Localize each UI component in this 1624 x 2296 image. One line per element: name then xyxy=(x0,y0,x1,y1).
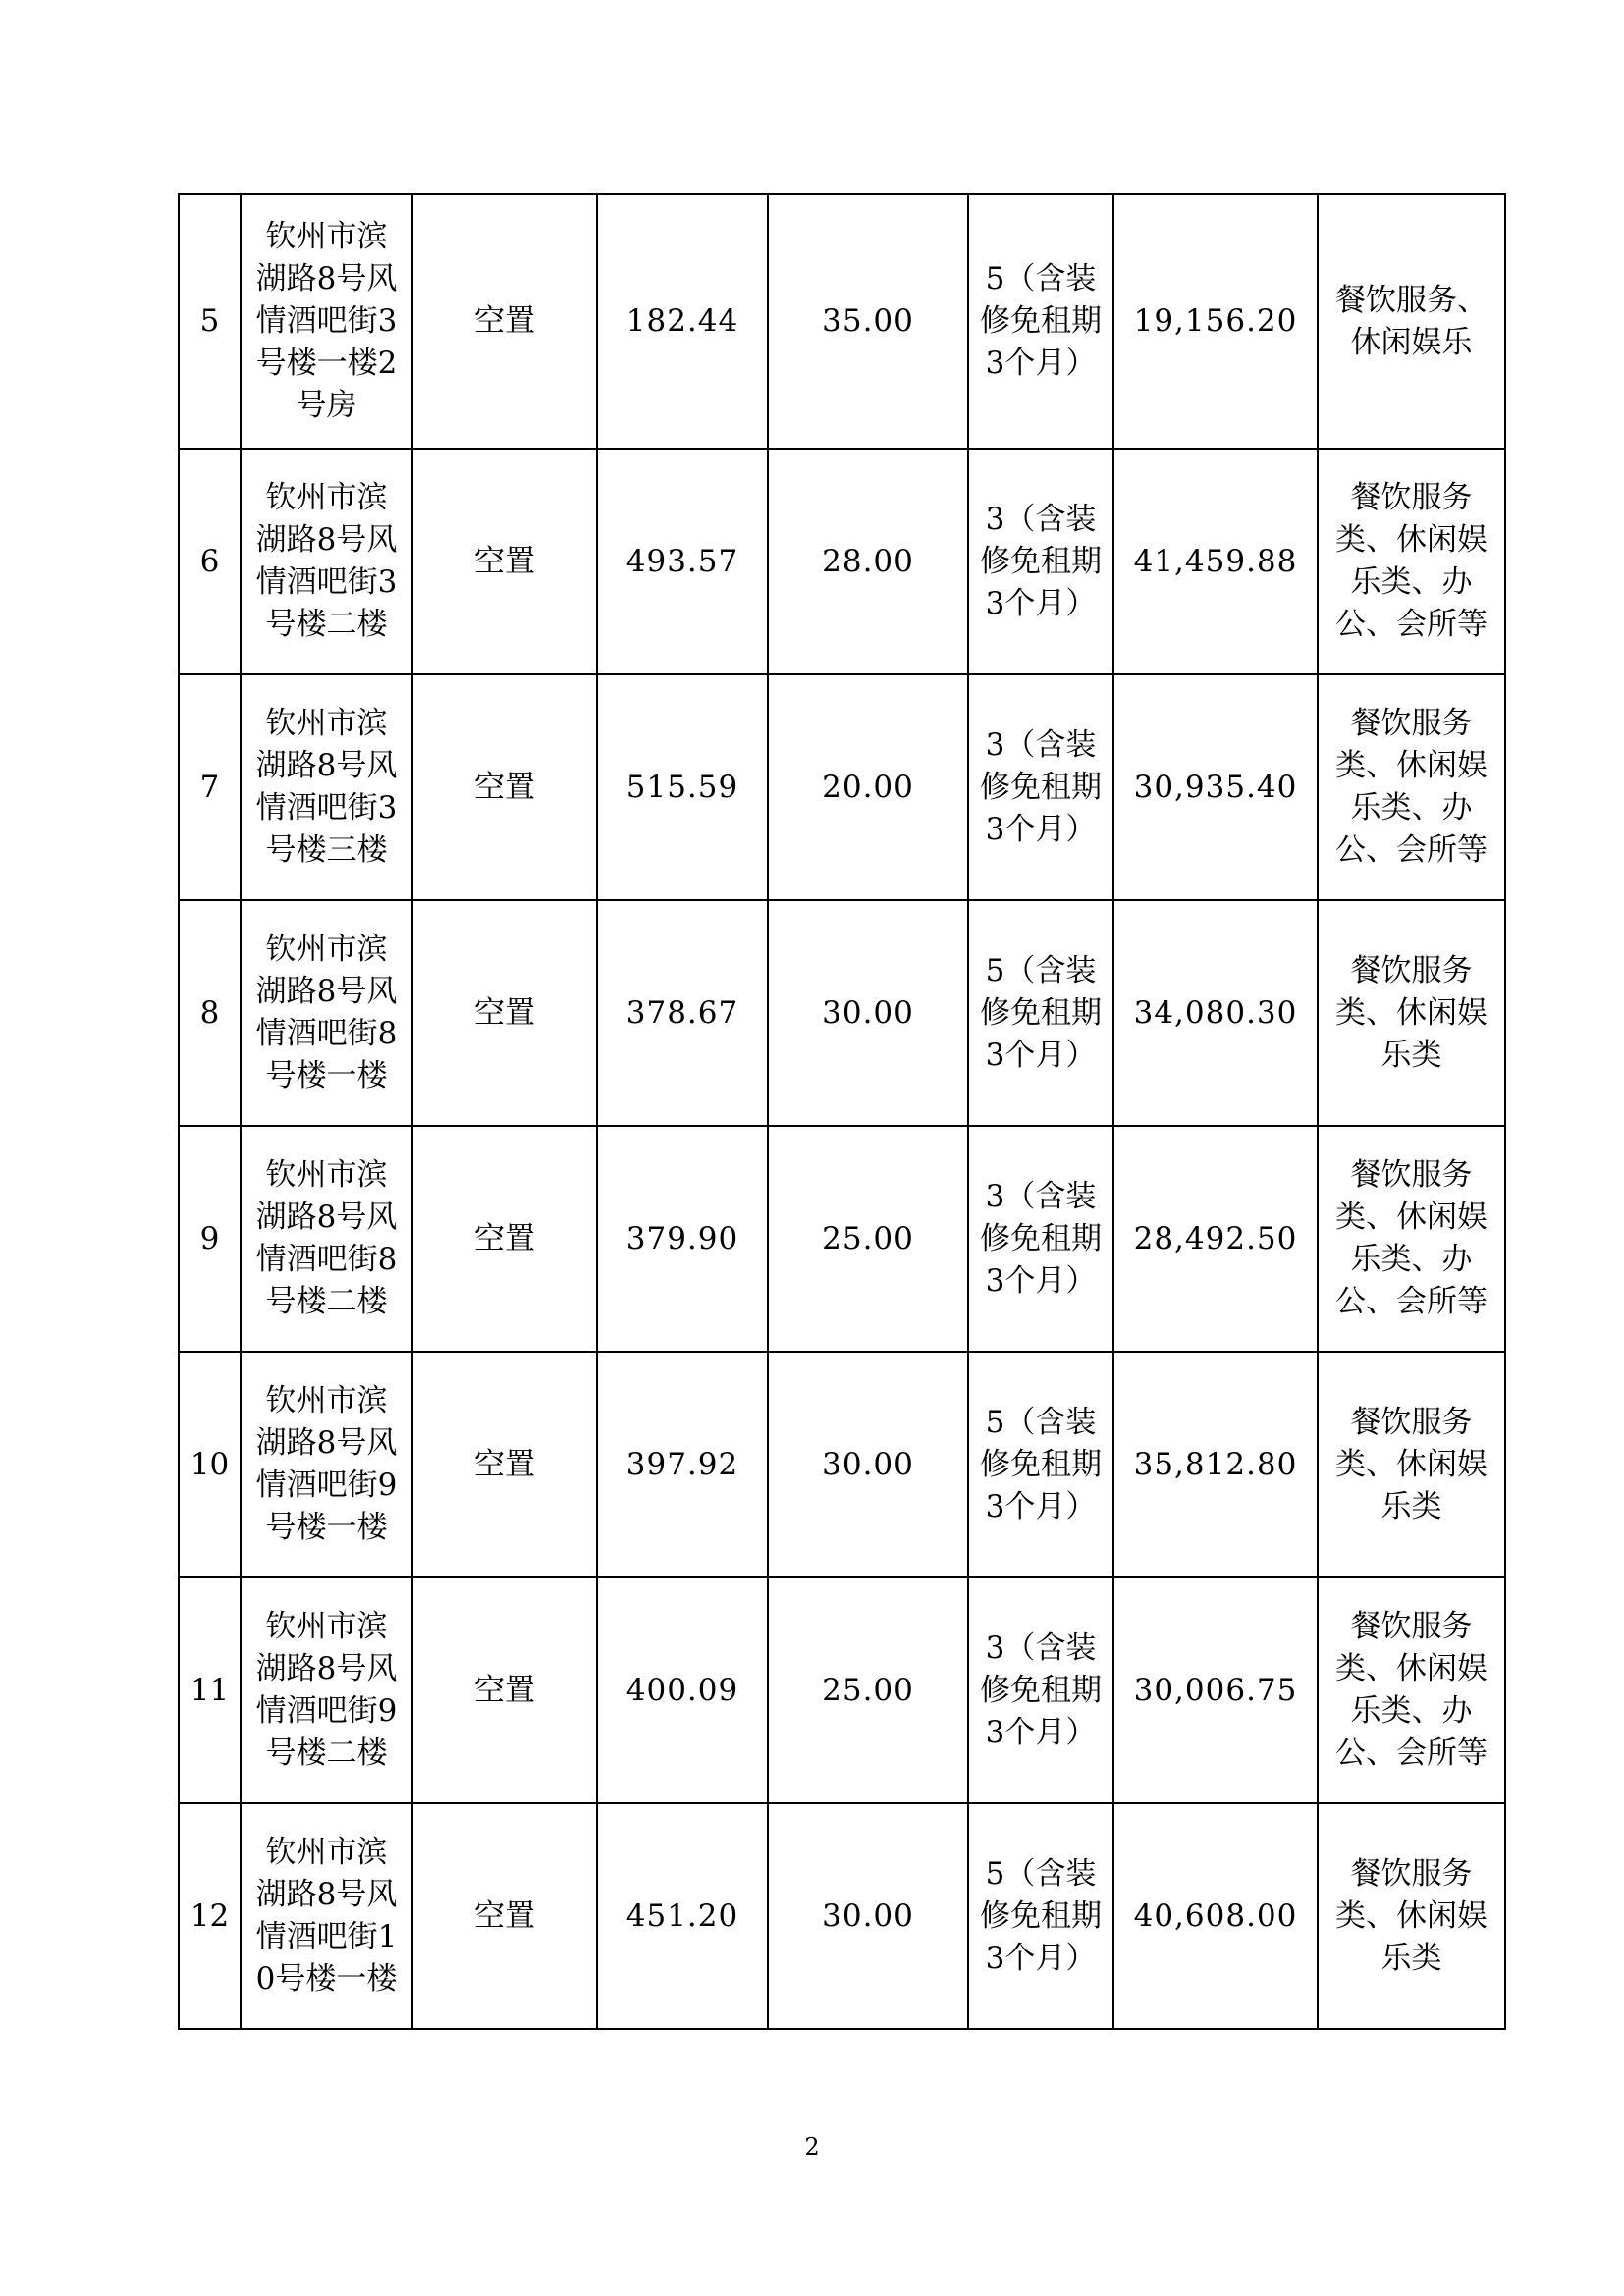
address-cell: 钦州市滨湖路8号风情酒吧街3号楼一楼2号房 xyxy=(241,194,412,449)
row-number-cell: 8 xyxy=(179,900,241,1126)
status-cell: 空置 xyxy=(412,674,597,900)
row-number-cell: 10 xyxy=(179,1352,241,1577)
address-cell: 钦州市滨湖路8号风情酒吧街9号楼二楼 xyxy=(241,1577,412,1803)
lease-term-cell: 3（含装修免租期3个月） xyxy=(968,449,1113,674)
table-row xyxy=(179,1803,1505,2029)
unit-price-cell: 25.00 xyxy=(768,1577,968,1803)
area-cell: 451.20 xyxy=(597,1803,768,2029)
rent-cell: 19,156.20 xyxy=(1113,194,1318,449)
rent-cell: 41,459.88 xyxy=(1113,449,1318,674)
row-number-cell: 7 xyxy=(179,674,241,900)
lease-term-cell: 3（含装修免租期3个月） xyxy=(968,1126,1113,1352)
unit-price-cell: 28.00 xyxy=(768,449,968,674)
status-cell: 空置 xyxy=(412,1126,597,1352)
status-cell: 空置 xyxy=(412,194,597,449)
unit-price-cell: 30.00 xyxy=(768,1352,968,1577)
rent-cell: 30,935.40 xyxy=(1113,674,1318,900)
lease-term-cell: 5（含装修免租期3个月） xyxy=(968,1352,1113,1577)
address-cell: 钦州市滨湖路8号风情酒吧街10号楼一楼 xyxy=(241,1803,412,2029)
status-cell: 空置 xyxy=(412,1803,597,2029)
table-row xyxy=(179,1352,1505,1577)
row-number-cell: 9 xyxy=(179,1126,241,1352)
address-cell: 钦州市滨湖路8号风情酒吧街9号楼一楼 xyxy=(241,1352,412,1577)
usage-cell: 餐饮服务类、休闲娱乐类、办公、会所等 xyxy=(1318,674,1505,900)
table-row xyxy=(179,900,1505,1126)
address-cell: 钦州市滨湖路8号风情酒吧街3号楼二楼 xyxy=(241,449,412,674)
area-cell: 379.90 xyxy=(597,1126,768,1352)
row-number-cell: 6 xyxy=(179,449,241,674)
unit-price-cell: 30.00 xyxy=(768,900,968,1126)
lease-term-cell: 5（含装修免租期3个月） xyxy=(968,1803,1113,2029)
address-cell: 钦州市滨湖路8号风情酒吧街8号楼二楼 xyxy=(241,1126,412,1352)
usage-cell: 餐饮服务类、休闲娱乐类、办公、会所等 xyxy=(1318,1577,1505,1803)
rent-cell: 40,608.00 xyxy=(1113,1803,1318,2029)
usage-cell: 餐饮服务类、休闲娱乐类、办公、会所等 xyxy=(1318,449,1505,674)
row-number-cell: 11 xyxy=(179,1577,241,1803)
row-number-cell: 12 xyxy=(179,1803,241,2029)
unit-price-cell: 30.00 xyxy=(768,1803,968,2029)
table-row xyxy=(179,1577,1505,1803)
page-number: 2 xyxy=(804,2133,820,2161)
unit-price-cell: 35.00 xyxy=(768,194,968,449)
table-row xyxy=(179,674,1505,900)
usage-cell: 餐饮服务类、休闲娱乐类 xyxy=(1318,1352,1505,1577)
status-cell: 空置 xyxy=(412,1577,597,1803)
lease-term-cell: 5（含装修免租期3个月） xyxy=(968,900,1113,1126)
usage-cell: 餐饮服务、休闲娱乐 xyxy=(1318,194,1505,449)
area-cell: 400.09 xyxy=(597,1577,768,1803)
address-cell: 钦州市滨湖路8号风情酒吧街3号楼三楼 xyxy=(241,674,412,900)
table-row xyxy=(179,1126,1505,1352)
area-cell: 493.57 xyxy=(597,449,768,674)
area-cell: 182.44 xyxy=(597,194,768,449)
rent-cell: 35,812.80 xyxy=(1113,1352,1318,1577)
table-row xyxy=(179,449,1505,674)
usage-cell: 餐饮服务类、休闲娱乐类 xyxy=(1318,900,1505,1126)
usage-cell: 餐饮服务类、休闲娱乐类、办公、会所等 xyxy=(1318,1126,1505,1352)
rent-cell: 28,492.50 xyxy=(1113,1126,1318,1352)
table-row xyxy=(179,194,1505,449)
status-cell: 空置 xyxy=(412,900,597,1126)
unit-price-cell: 20.00 xyxy=(768,674,968,900)
area-cell: 378.67 xyxy=(597,900,768,1126)
status-cell: 空置 xyxy=(412,1352,597,1577)
unit-price-cell: 25.00 xyxy=(768,1126,968,1352)
rent-cell: 34,080.30 xyxy=(1113,900,1318,1126)
usage-cell: 餐饮服务类、休闲娱乐类 xyxy=(1318,1803,1505,2029)
lease-term-cell: 3（含装修免租期3个月） xyxy=(968,674,1113,900)
rent-cell: 30,006.75 xyxy=(1113,1577,1318,1803)
row-number-cell: 5 xyxy=(179,194,241,449)
lease-table xyxy=(178,193,1506,2030)
area-cell: 515.59 xyxy=(597,674,768,900)
address-cell: 钦州市滨湖路8号风情酒吧街8号楼一楼 xyxy=(241,900,412,1126)
lease-term-cell: 5（含装修免租期3个月） xyxy=(968,194,1113,449)
status-cell: 空置 xyxy=(412,449,597,674)
area-cell: 397.92 xyxy=(597,1352,768,1577)
lease-term-cell: 3（含装修免租期3个月） xyxy=(968,1577,1113,1803)
